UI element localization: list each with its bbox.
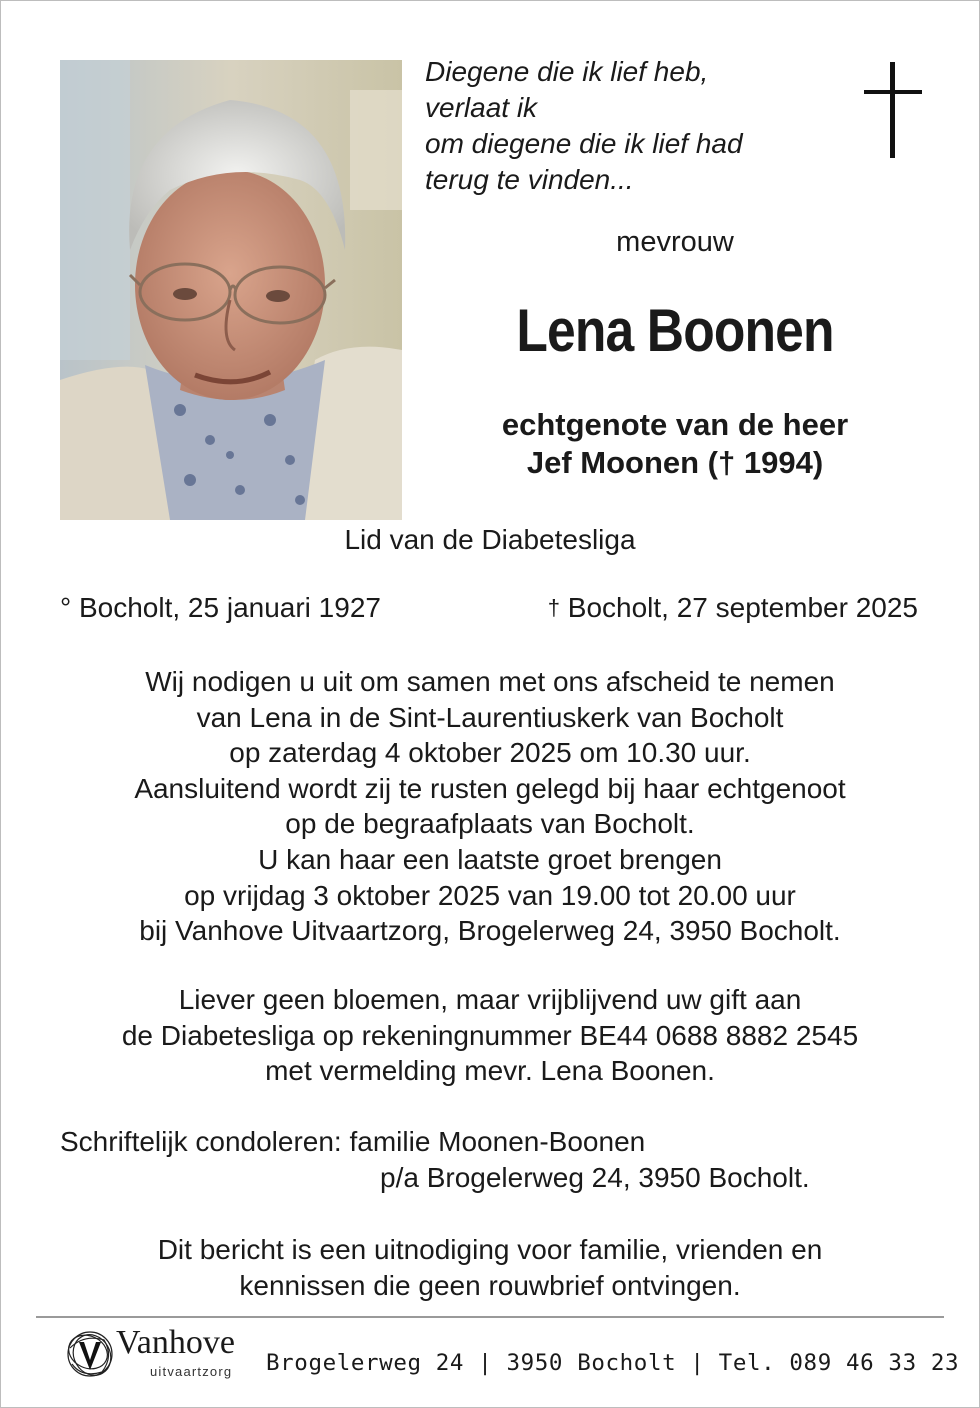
poem-line: verlaat ik bbox=[425, 92, 538, 123]
donation-line: Liever geen bloemen, maar vrijblijvend uw gift aan bbox=[178, 984, 802, 1015]
spouse-line: echtgenote van de heer bbox=[501, 407, 849, 442]
honorific-title: mevrouw bbox=[616, 226, 734, 258]
poem-line: om diegene die ik lief had bbox=[425, 128, 743, 159]
condolence-line-1: Schriftelijk condoleren: familie Moonen-Boonen bbox=[60, 1126, 646, 1157]
invitation-line: U kan haar een laatste groet brengen bbox=[258, 843, 722, 875]
death-text: Bocholt, 27 september 2025 bbox=[567, 592, 918, 623]
dagger-symbol: † bbox=[547, 595, 560, 620]
portrait-photo bbox=[60, 60, 402, 520]
invitation-line: op de begraafplaats van Bocholt. bbox=[285, 808, 695, 840]
invitation-line: op vrijdag 3 oktober 2025 van 19.00 tot 20.00 uur bbox=[184, 879, 796, 911]
birth-info: ° Bocholt, 25 januari 1927 bbox=[60, 592, 381, 623]
logo-name: Vanhove bbox=[116, 1324, 235, 1361]
poem bbox=[425, 54, 805, 198]
invitation-line: van Lena in de Sint-Laurentiuskerk van Bocholt bbox=[196, 701, 784, 733]
invitation-line: bij Vanhove Uitvaartzorg, Brogelerweg 24, 3950 Bocholt. bbox=[139, 915, 841, 947]
invitation-line: Wij nodigen u uit om samen met ons afscheid te nemen bbox=[145, 666, 835, 697]
condolence-line-2: p/a Brogelerweg 24, 3950 Bocholt. bbox=[380, 1162, 810, 1193]
cross-icon bbox=[864, 62, 922, 158]
invitation-line: Aansluitend wordt zij te rusten gelegd bij haar echtgenoot bbox=[134, 772, 846, 804]
vanhove-v-logo-icon bbox=[64, 1328, 116, 1380]
death-info bbox=[548, 592, 918, 624]
notice-line: Dit bericht is een uitnodiging voor familie, vrienden en bbox=[157, 1234, 823, 1265]
membership-text: Lid van de Diabetesliga bbox=[344, 524, 636, 555]
deceased-name: Lena Boonen bbox=[516, 297, 834, 364]
notice-text bbox=[40, 1232, 940, 1303]
vanhove-logo bbox=[64, 1326, 254, 1386]
footer-contact: Brogelerweg 24 | 3950 Bocholt | Tel. 089 46 33 23 bbox=[266, 1350, 960, 1376]
donation-request bbox=[40, 982, 940, 1089]
spouse-line: Jef Moonen († 1994) bbox=[526, 445, 824, 480]
donation-line: met vermelding mevr. Lena Boonen. bbox=[265, 1055, 715, 1087]
donation-line: de Diabetesliga op rekeningnummer BE44 0688 8882 2545 bbox=[121, 1019, 859, 1051]
footer-divider bbox=[36, 1316, 944, 1318]
funeral-invitation bbox=[40, 664, 940, 949]
poem-line: terug te vinden... bbox=[425, 164, 634, 195]
notice-line: kennissen die geen rouwbrief ontvingen. bbox=[239, 1269, 741, 1301]
logo-subtitle: uitvaartzorg bbox=[150, 1364, 233, 1379]
invitation-line: op zaterdag 4 oktober 2025 om 10.30 uur. bbox=[229, 737, 751, 769]
spouse-info bbox=[430, 406, 920, 482]
poem-line: Diegene die ik lief heb, bbox=[425, 56, 709, 87]
